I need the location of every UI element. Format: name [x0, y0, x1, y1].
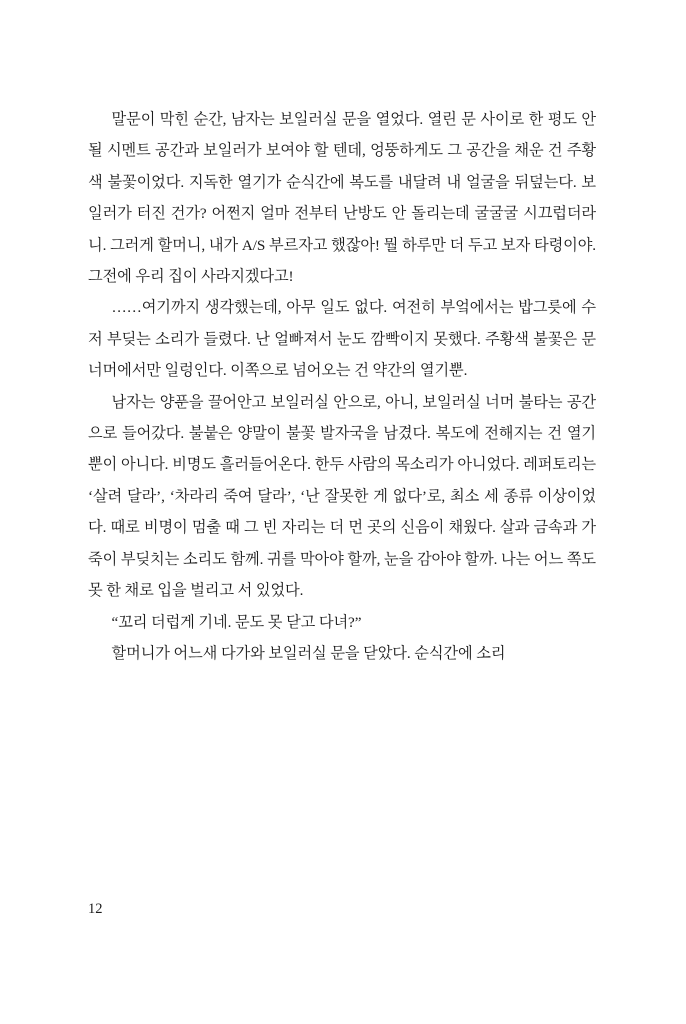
- paragraph-1: 말문이 막힌 순간, 남자는 보일러실 문을 열었다. 열린 문 사이로 한 평도 안 될 시멘트 공간과 보일러가 보여야 할 텐데, 엉뚱하게도 그 공간을 채운 건 주황색 불꽃이었다. 지독한 열기가 순식간에 복도를 내달려 내 얼굴을 뒤덮는다. 보일러가 터진 건가? 어쩐지 얼마 전부터 난방도 안 돌리는데 굴굴굴 시끄럽더라니. 그러게 할머니, 내가 A/S 부르자고 했잖아! 뭘 하루만 더 두고 보자 타령이야. 그전에 우리 집이 사라지겠다고!: [88, 111, 596, 286]
- paragraph-5: 할머니가 어느새 다가와 보일러실 문을 닫았다. 순식간에 소리: [111, 644, 506, 662]
- page-number: 12: [88, 901, 103, 917]
- body-text-block: [88, 104, 596, 669]
- paragraph-3: 남자는 양푼을 끌어안고 보일러실 안으로, 아니, 보일러실 너머 불타는 공간으로 들어갔다. 불붙은 양말이 불꽃 발자국을 남겼다. 복도에 전해지는 건 열기뿐이 아니다. 비명도 흘러들어온다. 한두 사람의 목소리가 아니었다. 레퍼토리는 ‘살려 달라’, ‘차라리 죽여 달라’, ‘난 잘못한 게 없다’로, 최소 세 종류 이상이었다. 때로 비명이 멈출 때 그 빈 자리는 더 먼 곳의 신음이 채웠다. 살과 금속과 가죽이 부딪치는 소리도 함께. 귀를 막아야 할까, 눈을 감아야 할까. 나는 어느 쪽도 못 한 채로 입을 벌리고 서 있었다.: [88, 393, 596, 600]
- paragraph-4: “꼬리 더럽게 기네. 문도 못 닫고 다녀?”: [111, 613, 362, 631]
- paragraph-2: ……여기까지 생각했는데, 아무 일도 없다. 여전히 부엌에서는 밥그릇에 수저 부딪는 소리가 들렸다. 난 얼빠져서 눈도 깜빡이지 못했다. 주황색 불꽃은 문 너머에서만 일렁인다. 이쪽으로 넘어오는 건 약간의 열기뿐.: [88, 299, 596, 380]
